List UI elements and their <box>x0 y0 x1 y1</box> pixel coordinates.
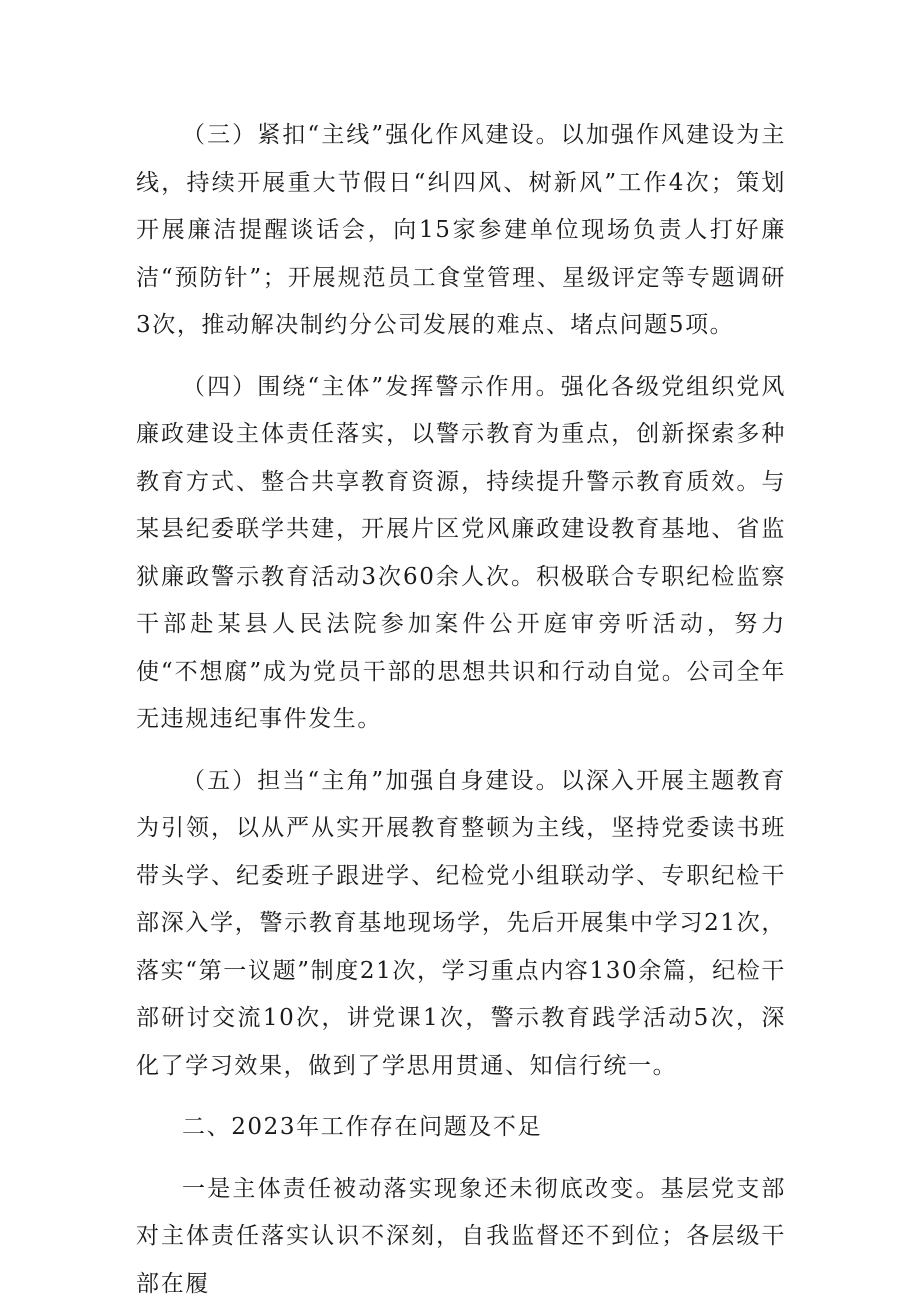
section-heading-problems: 二、2023年工作存在问题及不足 <box>136 1104 786 1152</box>
paragraph-problem-one: 一是主体责任被动落实现象还未彻底改变。基层党支部对主体责任落实认识不深刻，自我监督还不到位；各层级干部在履 <box>136 1166 786 1308</box>
paragraph-style-construction: （三）紧扣“主线”强化作风建设。以加强作风建设为主线，持续开展重大节假日“纠四风、树新风”工作4次；策划开展廉洁提醒谈话会，向15家参建单位现场负责人打好廉洁“预防针”；开展规范员工食堂管理、星级评定等专题调研3次，推动解决制约分公司发展的难点、堵点问题5项。 <box>136 112 786 350</box>
paragraph-self-construction: （五）担当“主角”加强自身建设。以深入开展主题教育为引领，以从严从实开展教育整顿为主线，坚持党委读书班带头学、纪委班子跟进学、纪检党小组联动学、专职纪检干部深入学，警示教育基地现场学，先后开展集中学习21次，落实“第一议题”制度21次，学习重点内容130余篇，纪检干部研讨交流10次，讲党课1次，警示教育践学活动5次，深化了学习效果，做到了学思用贯通、知信行统一。 <box>136 758 786 1091</box>
paragraph-warning-education: （四）围绕“主体”发挥警示作用。强化各级党组织党风廉政建设主体责任落实，以警示教育为重点，创新探索多种教育方式、整合共享教育资源，持续提升警示教育质效。与某县纪委联学共建，开展片区党风廉政建设教育基地、省监狱廉政警示教育活动3次60余人次。积极联合专职纪检监察干部赴某县人民法院参加案件公开庭审旁听活动，努力使“不想腐”成为党员干部的思想共识和行动自觉。公司全年无违规违纪事件发生。 <box>136 364 786 744</box>
